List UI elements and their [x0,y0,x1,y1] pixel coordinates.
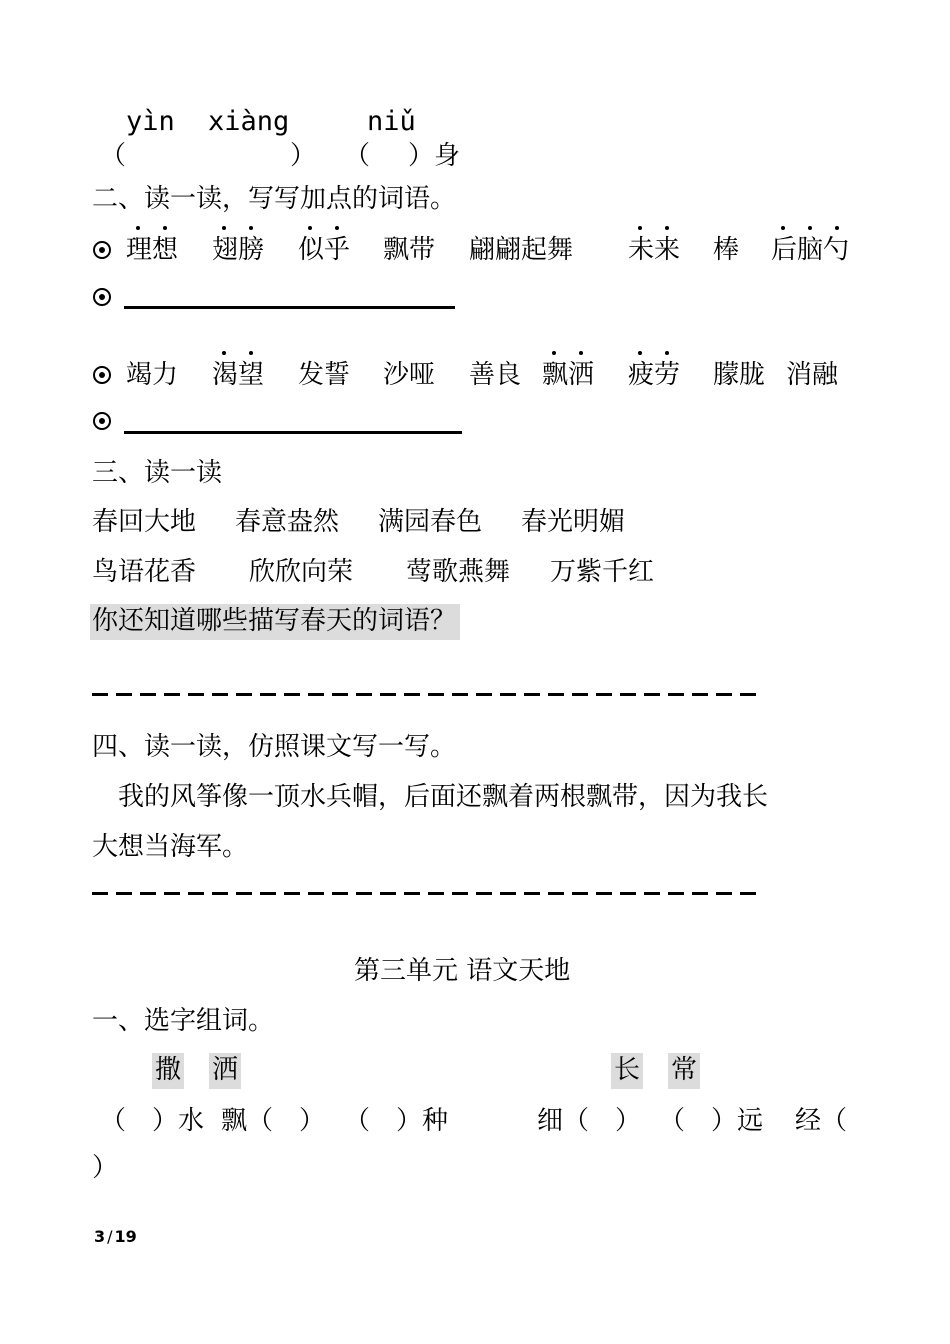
paren-close-1: ） [290,141,317,171]
word-pilao: 疲劳 [628,360,681,390]
emphasis-dot [835,226,839,230]
bullet-icon [93,412,111,430]
word-jieli: 竭力 [126,360,179,390]
fill-item: 细（ ） [537,1106,642,1136]
section-4-title: 四、读一读，仿照课文写一写。 [92,732,457,762]
emphasis-dot [136,226,140,230]
pinyin-niu: niǔ [367,106,416,137]
word-piaodai: 飘带 [383,235,436,265]
emphasis-dot [665,351,669,355]
phrase: 莺歌燕舞 [406,557,511,587]
emphasis-dot [335,226,339,230]
unit-section-1-title: 一、选字组词。 [92,1006,275,1036]
fill-item: （ ）种 [344,1106,449,1136]
paren-open-2: （ [344,141,371,171]
emphasis-dot [552,351,556,355]
word-bang: 棒 [713,235,740,265]
word-shanliang: 善良 [469,360,522,390]
emphasis-dot [781,226,785,230]
emphasis-dot [638,351,642,355]
phrase: 春意盎然 [235,507,340,537]
bullet-icon [93,366,111,384]
word-shaya: 沙哑 [383,360,436,390]
page-number [94,1227,137,1246]
char-option-sa2: 洒 [209,1053,241,1089]
word-fashi: 发誓 [298,360,351,390]
emphasis-dot [249,351,253,355]
phrase: 万紫千红 [550,557,655,587]
word-menglong: 朦胧 [713,360,766,390]
phrase: 欣欣向荣 [249,557,354,587]
page-separator: / [107,1227,113,1246]
phrase: 鸟语花香 [92,557,197,587]
phrase: 满园春色 [378,507,483,537]
fill-item-wrap: ） [92,1153,119,1183]
phrase: 春光明媚 [521,507,626,537]
bullet-icon [93,241,111,259]
section-2-title: 二、读一读，写写加点的词语。 [92,184,457,214]
word-lixiang: 理想 [126,235,179,265]
char-option-sa1: 撒 [152,1053,184,1089]
emphasis-dot [222,351,226,355]
answer-line-2[interactable] [124,431,462,434]
emphasis-dot [163,226,167,230]
section-3-title: 三、读一读 [92,458,223,488]
pinyin-xiang: xiàng [208,106,290,137]
word-weilai: 未来 [628,235,681,265]
phrase: 春回大地 [92,507,197,537]
paren-close-2-shen: ）身 [408,141,461,171]
word-hounaoshao: 后脑勺 [771,235,850,265]
pinyin-yin: yìn [126,106,175,137]
section-4-text-line-2: 大想当海军。 [92,832,249,862]
unit-title: 第三单元 语文天地 [354,956,571,986]
word-chibang: 翅膀 [212,235,265,265]
fill-item: （ ）水 [100,1106,205,1136]
word-sihu: 似乎 [298,235,351,265]
emphasis-dot [638,226,642,230]
emphasis-dot [222,226,226,230]
emphasis-dot [808,226,812,230]
word-pianpianqiwu: 翩翩起舞 [469,235,574,265]
char-option-chang1: 长 [611,1053,643,1089]
answer-dashed-line-1[interactable] [92,693,764,696]
emphasis-dot [308,226,312,230]
section-4-text-line-1: 我的风筝像一顶水兵帽，后面还飘着两根飘带，因为我长 [118,782,769,812]
paren-open-1: （ [100,141,127,171]
answer-line-1[interactable] [124,306,455,309]
emphasis-dot [249,226,253,230]
emphasis-dot [579,351,583,355]
section-3-question: 你还知道哪些描写春天的词语？ [90,604,460,640]
word-kewang: 渴望 [212,360,265,390]
word-piaosa: 飘洒 [542,360,595,390]
fill-item: （ ）远 [659,1106,764,1136]
page-current: 3 [94,1227,106,1246]
page-total: 19 [114,1227,137,1246]
word-xiaorong: 消融 [786,360,839,390]
fill-item: 经（ [795,1106,848,1136]
bullet-icon [93,288,111,306]
answer-dashed-line-2[interactable] [92,892,764,895]
char-option-chang2: 常 [668,1053,700,1089]
fill-item: 飘（ ） [221,1106,326,1136]
emphasis-dot [665,226,669,230]
